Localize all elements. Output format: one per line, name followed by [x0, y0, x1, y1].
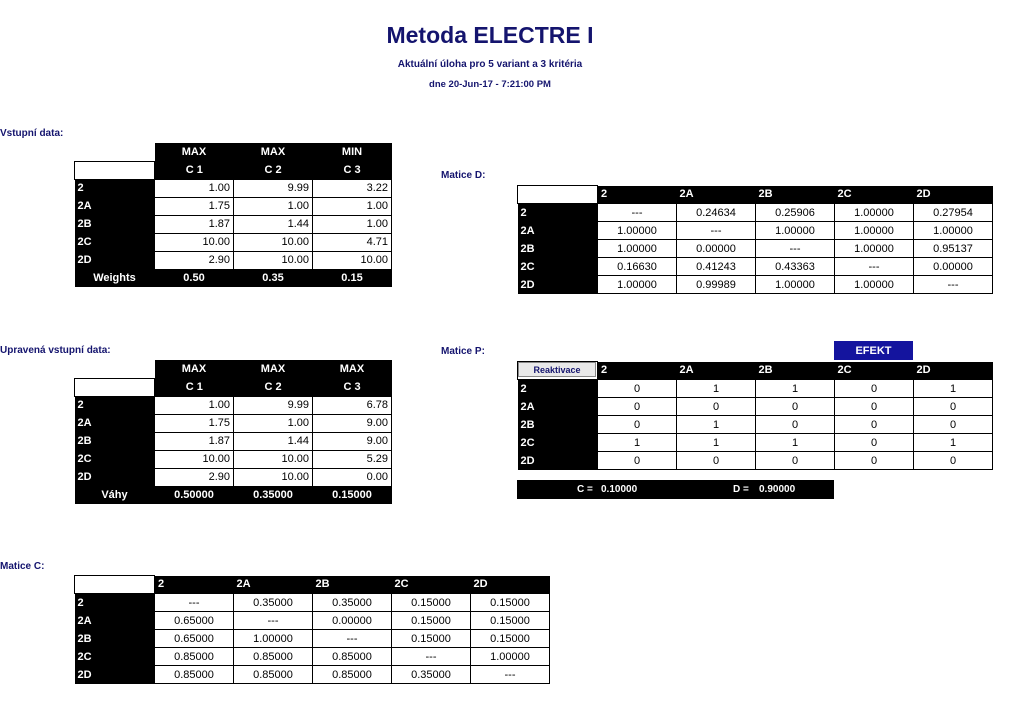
matrix-cell[interactable]: 0 — [835, 398, 914, 416]
column-header: 2B — [313, 576, 392, 594]
data-cell[interactable]: 1.00 — [313, 197, 392, 215]
corner-cell[interactable] — [518, 186, 598, 204]
data-cell[interactable]: 10.00 — [155, 450, 234, 468]
row-label: 2A — [518, 398, 598, 416]
column-header: 2C — [835, 362, 914, 380]
criterion-header: C 3 — [313, 378, 392, 396]
matrix-cell[interactable]: 1.00000 — [835, 222, 914, 240]
matrix-cell[interactable]: 0.15000 — [392, 612, 471, 630]
row-label: 2 — [518, 204, 598, 222]
table-row — [518, 380, 993, 398]
c-threshold-value[interactable]: 0.10000 — [601, 484, 638, 495]
criterion-header: C 2 — [234, 378, 313, 396]
matrix-cell[interactable]: 0.85000 — [155, 648, 234, 666]
data-cell[interactable]: 2.90 — [155, 251, 234, 269]
weight-value: 0.35000 — [234, 486, 313, 504]
matrix-cell[interactable]: 0.35000 — [313, 594, 392, 612]
input-data-label: Vstupní data: — [0, 128, 64, 139]
row-label: 2B — [518, 240, 598, 258]
row-label: 2C — [75, 648, 155, 666]
data-cell[interactable]: 2.90 — [155, 468, 234, 486]
row-label: 2B — [75, 630, 155, 648]
weight-value: 0.50 — [155, 269, 234, 287]
matrix-cell[interactable]: 1 — [914, 380, 993, 398]
table-row — [75, 197, 392, 215]
type-header: MIN — [313, 143, 392, 161]
page-subtitle: Aktuální úloha pro 5 variant a 3 kritéria — [397, 59, 583, 70]
column-header: 2B — [756, 186, 835, 204]
corner-cell[interactable] — [75, 161, 155, 179]
criterion-header: C 2 — [234, 161, 313, 179]
row-label: 2A — [75, 612, 155, 630]
matrix-cell[interactable]: 0.95137 — [914, 240, 993, 258]
adjusted-data-label: Upravená vstupní data: — [0, 345, 111, 356]
table-row — [75, 468, 392, 486]
matrix-cell[interactable]: --- — [598, 204, 677, 222]
row-label: 2D — [75, 666, 155, 684]
matrix-cell[interactable]: --- — [234, 612, 313, 630]
matrix-cell[interactable]: 0.43363 — [756, 258, 835, 276]
matrix-cell[interactable]: 1.00000 — [835, 240, 914, 258]
table-row — [518, 416, 993, 434]
table-row — [518, 204, 993, 222]
criterion-header: C 1 — [155, 161, 234, 179]
weights-label: Váhy — [75, 486, 155, 504]
weight-value: 0.15000 — [313, 486, 392, 504]
data-cell[interactable]: 9.99 — [234, 179, 313, 197]
data-cell[interactable]: 6.78 — [313, 396, 392, 414]
row-label: 2C — [75, 233, 155, 251]
matrix-d-table — [517, 185, 993, 294]
matrix-cell[interactable]: 0.99989 — [677, 276, 756, 294]
data-cell[interactable]: 5.29 — [313, 450, 392, 468]
data-cell[interactable]: 3.22 — [313, 179, 392, 197]
matrix-cell[interactable]: 0.65000 — [155, 612, 234, 630]
table-row — [75, 179, 392, 197]
row-label: 2D — [75, 251, 155, 269]
column-header: 2 — [155, 576, 234, 594]
corner-cell[interactable] — [75, 576, 155, 594]
matrix-cell[interactable]: 1.00000 — [598, 240, 677, 258]
column-header: 2 — [598, 186, 677, 204]
matrix-cell[interactable]: 1.00000 — [234, 630, 313, 648]
matrix-cell[interactable]: 0 — [835, 434, 914, 452]
weight-value: 0.15 — [313, 269, 392, 287]
column-header: 2B — [756, 362, 835, 380]
matrix-cell[interactable]: 0.00000 — [313, 612, 392, 630]
table-row — [75, 396, 392, 414]
input-data-table — [74, 143, 392, 287]
matrix-cell[interactable]: 0 — [598, 398, 677, 416]
criterion-header: C 3 — [313, 161, 392, 179]
type-header: MAX — [234, 360, 313, 378]
matrix-cell[interactable]: --- — [756, 240, 835, 258]
matrix-cell[interactable]: 0.16630 — [598, 258, 677, 276]
matrix-cell[interactable]: 1 — [677, 380, 756, 398]
matrix-cell[interactable]: 0 — [677, 452, 756, 470]
data-cell[interactable]: 1.44 — [234, 432, 313, 450]
matrix-c-label: Matice C: — [0, 561, 45, 572]
table-row — [75, 630, 550, 648]
date-line: dne 20-Jun-17 - 7:21:00 PM — [429, 79, 551, 90]
c-threshold-label: C = — [577, 484, 593, 495]
matrix-cell[interactable]: 0 — [914, 452, 993, 470]
data-cell[interactable]: 1.87 — [155, 432, 234, 450]
row-label: 2A — [518, 222, 598, 240]
matrix-cell[interactable]: 1.00000 — [756, 276, 835, 294]
matrix-cell[interactable]: --- — [392, 648, 471, 666]
column-header: 2A — [234, 576, 313, 594]
matrix-cell[interactable]: 0.35000 — [234, 594, 313, 612]
data-cell[interactable]: 1.87 — [155, 215, 234, 233]
table-row — [518, 276, 993, 294]
column-header: 2 — [598, 362, 677, 380]
row-label: 2D — [75, 468, 155, 486]
table-row — [75, 251, 392, 269]
table-row — [75, 432, 392, 450]
data-cell[interactable]: 0.00 — [313, 468, 392, 486]
data-cell[interactable]: 1.00 — [155, 396, 234, 414]
matrix-cell[interactable]: 0 — [835, 416, 914, 434]
matrix-cell[interactable]: 1.00000 — [835, 204, 914, 222]
data-cell[interactable]: 1.00 — [313, 215, 392, 233]
threshold-bar — [517, 480, 834, 499]
weight-value: 0.50000 — [155, 486, 234, 504]
criterion-header: C 1 — [155, 378, 234, 396]
row-label: 2D — [518, 276, 598, 294]
matrix-cell[interactable]: 0.15000 — [471, 630, 550, 648]
matrix-cell[interactable]: --- — [471, 666, 550, 684]
corner-cell[interactable] — [75, 378, 155, 396]
table-row — [75, 215, 392, 233]
data-cell[interactable]: 1.00 — [155, 179, 234, 197]
corner-cell — [75, 360, 155, 378]
type-header: MAX — [313, 360, 392, 378]
matrix-c-table — [74, 575, 550, 684]
matrix-cell[interactable]: 0.85000 — [234, 648, 313, 666]
matrix-cell[interactable]: 0.25906 — [756, 204, 835, 222]
row-label: 2D — [518, 452, 598, 470]
matrix-cell[interactable]: 0.15000 — [392, 594, 471, 612]
matrix-cell[interactable]: 0 — [677, 398, 756, 416]
row-label: 2A — [75, 414, 155, 432]
column-header: 2D — [914, 186, 993, 204]
matrix-p-table — [517, 361, 993, 470]
matrix-cell[interactable]: --- — [313, 630, 392, 648]
data-cell[interactable]: 9.00 — [313, 414, 392, 432]
matrix-cell[interactable]: 1 — [756, 380, 835, 398]
matrix-cell[interactable]: 1 — [598, 434, 677, 452]
matrix-cell[interactable]: 0.85000 — [234, 666, 313, 684]
matrix-cell[interactable]: 0.15000 — [471, 594, 550, 612]
weight-value: 0.35 — [234, 269, 313, 287]
row-label: 2C — [75, 450, 155, 468]
d-threshold-label: D = — [733, 484, 749, 495]
matrix-p-label: Matice P: — [441, 346, 485, 357]
row-label: 2C — [518, 434, 598, 452]
matrix-cell[interactable]: 0.15000 — [471, 612, 550, 630]
matrix-cell[interactable]: 0 — [914, 398, 993, 416]
matrix-cell[interactable]: 1 — [677, 434, 756, 452]
row-label: 2C — [518, 258, 598, 276]
column-header: 2D — [914, 362, 993, 380]
matrix-cell[interactable]: 1.00000 — [598, 222, 677, 240]
matrix-cell[interactable]: --- — [914, 276, 993, 294]
matrix-cell[interactable]: 0 — [598, 452, 677, 470]
matrix-cell[interactable]: 0.85000 — [313, 648, 392, 666]
matrix-cell[interactable]: 0.00000 — [914, 258, 993, 276]
column-header: 2A — [677, 362, 756, 380]
matrix-cell[interactable]: 0.41243 — [677, 258, 756, 276]
matrix-cell[interactable]: 0 — [835, 380, 914, 398]
adjusted-data-table — [74, 360, 392, 504]
matrix-d-label: Matice D: — [441, 170, 486, 181]
page-title: Metoda ELECTRE I — [386, 22, 594, 48]
column-header: 2D — [471, 576, 550, 594]
row-label: 2A — [75, 197, 155, 215]
type-header: MAX — [155, 143, 234, 161]
matrix-cell[interactable]: 0.27954 — [914, 204, 993, 222]
data-cell[interactable]: 10.00 — [155, 233, 234, 251]
matrix-cell[interactable]: 1.00000 — [598, 276, 677, 294]
matrix-cell[interactable]: 0.65000 — [155, 630, 234, 648]
weights-row — [75, 269, 392, 287]
type-header: MAX — [155, 360, 234, 378]
row-label: 2 — [75, 594, 155, 612]
matrix-cell[interactable]: 0 — [756, 416, 835, 434]
matrix-cell[interactable]: 1.00000 — [914, 222, 993, 240]
column-header: 2A — [677, 186, 756, 204]
corner-cell — [75, 143, 155, 161]
matrix-cell[interactable]: 0 — [756, 452, 835, 470]
table-row — [518, 222, 993, 240]
row-label: 2 — [518, 380, 598, 398]
data-cell[interactable]: 1.00 — [234, 414, 313, 432]
d-threshold-value[interactable]: 0.90000 — [759, 484, 796, 495]
table-row — [75, 450, 392, 468]
type-header: MAX — [234, 143, 313, 161]
table-row — [75, 594, 550, 612]
matrix-cell[interactable]: 0.15000 — [392, 630, 471, 648]
data-cell[interactable]: 1.00 — [234, 197, 313, 215]
row-label: 2B — [518, 416, 598, 434]
matrix-cell[interactable]: 1.00000 — [756, 222, 835, 240]
matrix-cell[interactable]: --- — [677, 222, 756, 240]
table-row — [75, 233, 392, 251]
table-row — [518, 452, 993, 470]
data-cell[interactable]: 10.00 — [234, 233, 313, 251]
data-cell[interactable]: 10.00 — [234, 450, 313, 468]
matrix-cell[interactable]: 0.85000 — [313, 666, 392, 684]
matrix-cell[interactable]: 1.00000 — [471, 648, 550, 666]
matrix-cell[interactable]: 1 — [914, 434, 993, 452]
data-cell[interactable]: 10.00 — [234, 251, 313, 269]
table-row — [75, 414, 392, 432]
row-label: 2B — [75, 215, 155, 233]
matrix-cell[interactable]: 1 — [756, 434, 835, 452]
table-row — [75, 666, 550, 684]
data-cell[interactable]: 9.99 — [234, 396, 313, 414]
data-cell[interactable]: 1.75 — [155, 414, 234, 432]
matrix-cell[interactable]: --- — [155, 594, 234, 612]
efekt-button[interactable]: EFEKT — [834, 341, 913, 360]
table-row — [75, 612, 550, 630]
table-row — [75, 648, 550, 666]
matrix-cell[interactable]: 0 — [756, 398, 835, 416]
matrix-cell[interactable]: 0 — [598, 416, 677, 434]
reaktivace-button[interactable]: Reaktivace — [518, 362, 596, 377]
matrix-cell[interactable]: 0.24634 — [677, 204, 756, 222]
table-row — [518, 434, 993, 452]
data-cell[interactable]: 4.71 — [313, 233, 392, 251]
table-row — [518, 398, 993, 416]
column-header: 2C — [835, 186, 914, 204]
matrix-cell[interactable]: 0.35000 — [392, 666, 471, 684]
data-cell[interactable]: 1.44 — [234, 215, 313, 233]
matrix-cell[interactable]: 1.00000 — [835, 276, 914, 294]
data-cell[interactable]: 9.00 — [313, 432, 392, 450]
matrix-cell[interactable]: --- — [835, 258, 914, 276]
table-row — [518, 258, 993, 276]
matrix-cell[interactable]: 1 — [677, 416, 756, 434]
matrix-cell[interactable]: 0.85000 — [155, 666, 234, 684]
row-label: 2B — [75, 432, 155, 450]
weights-label: Weights — [75, 269, 155, 287]
matrix-cell[interactable]: 0 — [598, 380, 677, 398]
row-label: 2 — [75, 179, 155, 197]
matrix-cell[interactable]: 0.00000 — [677, 240, 756, 258]
matrix-cell[interactable]: 0 — [914, 416, 993, 434]
matrix-cell[interactable]: 0 — [835, 452, 914, 470]
data-cell[interactable]: 10.00 — [234, 468, 313, 486]
column-header: 2C — [392, 576, 471, 594]
data-cell[interactable]: 1.75 — [155, 197, 234, 215]
table-row — [518, 240, 993, 258]
row-label: 2 — [75, 396, 155, 414]
weights-row — [75, 486, 392, 504]
data-cell[interactable]: 10.00 — [313, 251, 392, 269]
